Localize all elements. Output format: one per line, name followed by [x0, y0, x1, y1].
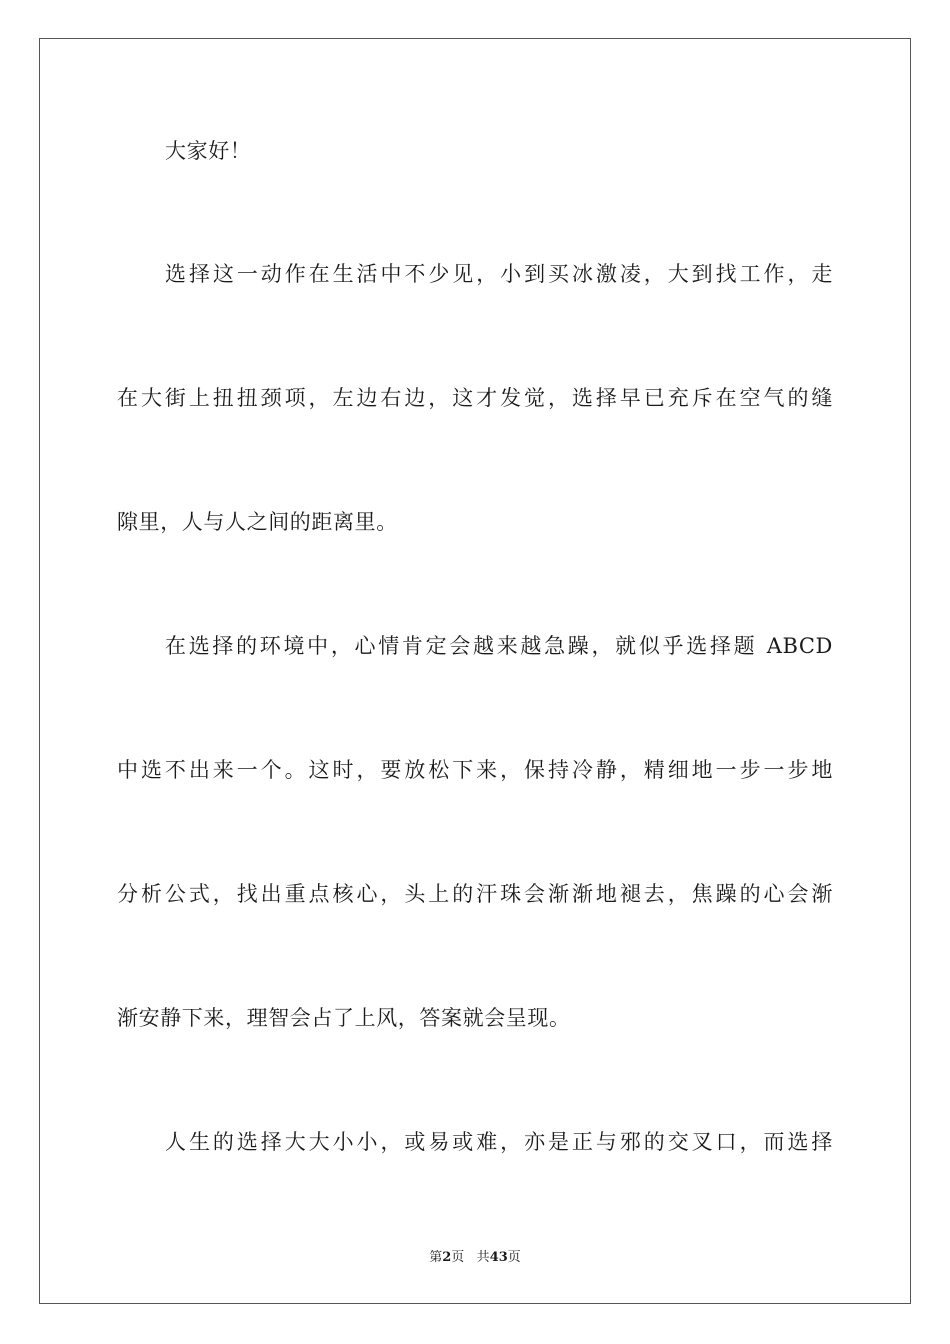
footer-total-unit: 页 [507, 1250, 521, 1265]
footer-total-pages: 43 [489, 1250, 508, 1265]
footer-total-prefix: 共 [476, 1250, 490, 1265]
greeting-line: 大家好！ [165, 139, 252, 163]
paragraph-1-line-3: 隙里，人与人之间的距离里。 [117, 510, 398, 534]
paragraph-1-line-2: 在大街上扭扭颈项，左边右边，这才发觉，选择早已充斥在空气的缝 [117, 386, 833, 410]
footer-page-number: 2 [442, 1250, 452, 1265]
footer-page-prefix: 第 [429, 1250, 443, 1265]
page-footer [0, 1249, 950, 1267]
paragraph-2-line-1: 在选择的环境中，心情肯定会越来越急躁，就似乎选择题 ABCD [165, 634, 833, 658]
paragraph-2-line-3: 分析公式，找出重点核心，头上的汗珠会渐渐地褪去，焦躁的心会渐 [117, 882, 833, 906]
paragraph-2-line-2: 中选不出来一个。这时，要放松下来，保持冷静，精细地一步一步地 [117, 758, 833, 782]
paragraph-2-line-4: 渐安静下来，理智会占了上风，答案就会呈现。 [117, 1006, 571, 1030]
page-frame [39, 38, 911, 1304]
paragraph-1-line-1: 选择这一动作在生活中不少见，小到买冰激凌，大到找工作，走 [165, 262, 833, 286]
footer-page-unit: 页 [451, 1250, 465, 1265]
paragraph-3-line-1: 人生的选择大大小小，或易或难，亦是正与邪的交叉口，而选择 [165, 1130, 833, 1154]
